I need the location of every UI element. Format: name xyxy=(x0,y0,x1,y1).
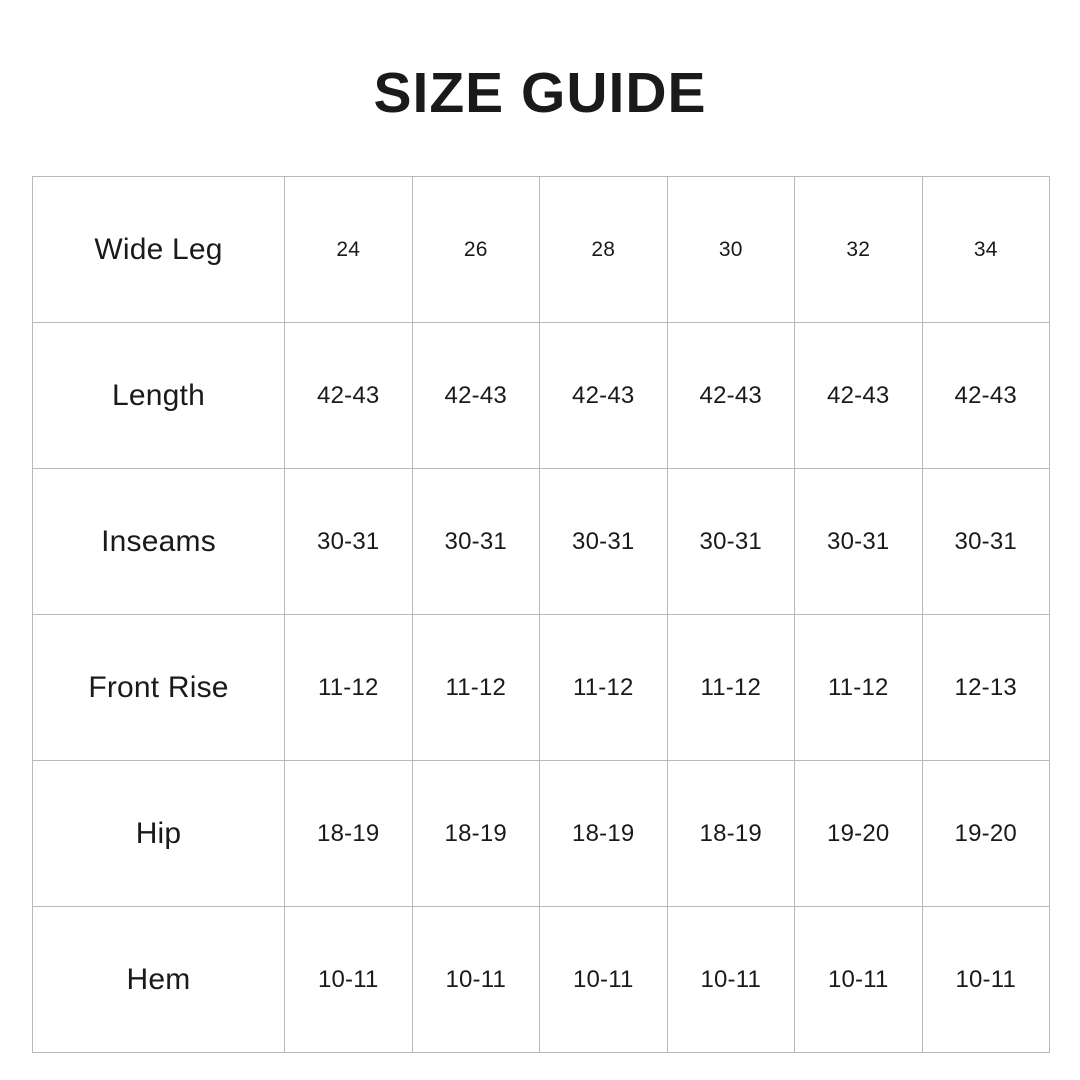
table-row xyxy=(33,907,1050,1053)
cell-length-6: 42-43 xyxy=(922,323,1050,469)
cell-inseams-5: 30-31 xyxy=(795,469,923,615)
size-table-container xyxy=(32,176,1050,1053)
cell-length-2: 42-43 xyxy=(412,323,540,469)
size-guide-table xyxy=(32,176,1050,1053)
cell-front-rise-6: 12-13 xyxy=(922,615,1050,761)
table-row xyxy=(33,615,1050,761)
cell-hip-6: 19-20 xyxy=(922,761,1050,907)
cell-front-rise-1: 11-12 xyxy=(285,615,413,761)
cell-inseams-2: 30-31 xyxy=(412,469,540,615)
cell-hem-4: 10-11 xyxy=(667,907,795,1053)
cell-wide-leg-2: 26 xyxy=(412,177,540,323)
cell-length-1: 42-43 xyxy=(285,323,413,469)
cell-hem-1: 10-11 xyxy=(285,907,413,1053)
cell-inseams-1: 30-31 xyxy=(285,469,413,615)
cell-inseams-3: 30-31 xyxy=(540,469,668,615)
cell-hem-5: 10-11 xyxy=(795,907,923,1053)
cell-hip-3: 18-19 xyxy=(540,761,668,907)
cell-wide-leg-3: 28 xyxy=(540,177,668,323)
size-table-body xyxy=(33,177,1050,1053)
row-label-wide-leg: Wide Leg xyxy=(33,177,285,323)
cell-wide-leg-1: 24 xyxy=(285,177,413,323)
cell-length-3: 42-43 xyxy=(540,323,668,469)
table-row xyxy=(33,469,1050,615)
cell-length-5: 42-43 xyxy=(795,323,923,469)
cell-hem-6: 10-11 xyxy=(922,907,1050,1053)
cell-hip-5: 19-20 xyxy=(795,761,923,907)
cell-inseams-4: 30-31 xyxy=(667,469,795,615)
row-label-hip: Hip xyxy=(33,761,285,907)
page-title: SIZE GUIDE xyxy=(373,61,707,125)
cell-front-rise-4: 11-12 xyxy=(667,615,795,761)
cell-hem-3: 10-11 xyxy=(540,907,668,1053)
cell-hem-2: 10-11 xyxy=(412,907,540,1053)
row-label-front-rise: Front Rise xyxy=(33,615,285,761)
table-row xyxy=(33,177,1050,323)
cell-hip-2: 18-19 xyxy=(412,761,540,907)
cell-wide-leg-4: 30 xyxy=(667,177,795,323)
row-label-length: Length xyxy=(33,323,285,469)
cell-wide-leg-6: 34 xyxy=(922,177,1050,323)
cell-hip-4: 18-19 xyxy=(667,761,795,907)
cell-front-rise-2: 11-12 xyxy=(412,615,540,761)
row-label-hem: Hem xyxy=(33,907,285,1053)
cell-wide-leg-5: 32 xyxy=(795,177,923,323)
table-row xyxy=(33,323,1050,469)
cell-front-rise-5: 11-12 xyxy=(795,615,923,761)
cell-length-4: 42-43 xyxy=(667,323,795,469)
cell-hip-1: 18-19 xyxy=(285,761,413,907)
cell-front-rise-3: 11-12 xyxy=(540,615,668,761)
table-row xyxy=(33,761,1050,907)
row-label-inseams: Inseams xyxy=(33,469,285,615)
cell-inseams-6: 30-31 xyxy=(922,469,1050,615)
